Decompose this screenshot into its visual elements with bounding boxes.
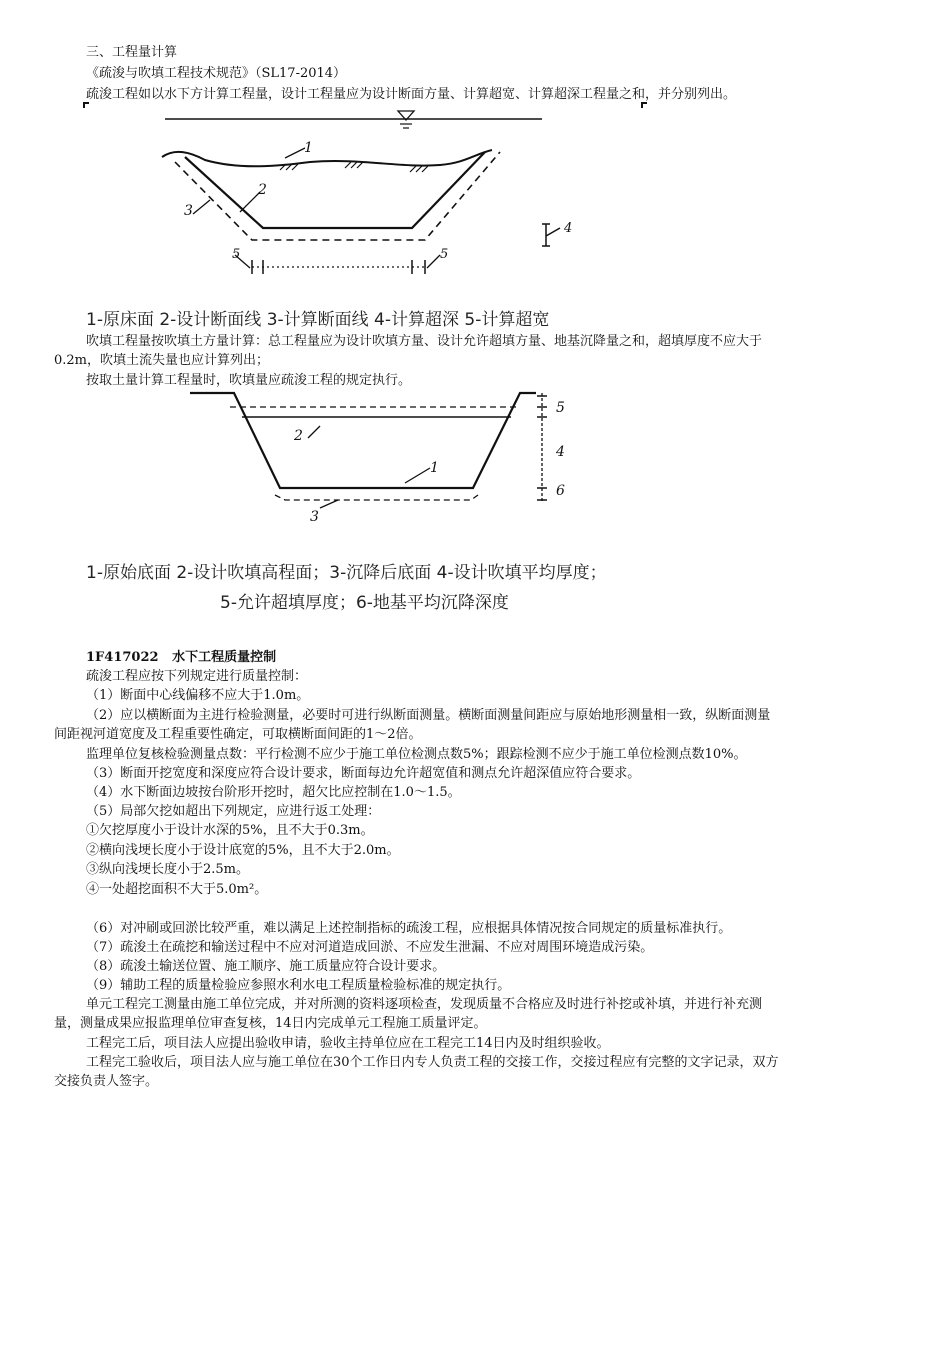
- qc-supervision: 监理单位复核检验测量点数：平行检测不应少于施工单位检测点数5%；跟踪检测不应少于施工单位检测点数10%。: [86, 747, 747, 762]
- fig2-label-2: 2: [294, 428, 303, 444]
- figure2-caption-line1: 1-原始底面 2-设计吹填高程面；3-沉降后底面 4-设计吹填平均厚度；: [86, 563, 607, 583]
- qc-handover-line2: 交接负责人签字。: [54, 1074, 159, 1089]
- qc-item-3: （3）断面开挖宽度和深度应符合设计要求，断面每边允许超宽值和测点允许超深值应符合要求。: [86, 766, 641, 781]
- qc-sub-1: ①欠挖厚度小于设计水深的5%，且不大于0.3m。: [86, 823, 374, 838]
- figure2-caption-line2: 5-允许超填厚度；6-地基平均沉降深度: [220, 593, 509, 613]
- dredging-intro: 疏浚工程如以水下方计算工程量，设计工程量应为设计断面方量、计算超宽、计算超深工程量之和，并分别列出。: [86, 87, 737, 102]
- section-title: 三、工程量计算: [86, 45, 178, 60]
- qc-item-8: （8）疏浚土输送位置、施工顺序、施工质量应符合设计要求。: [86, 959, 446, 974]
- qc-handover-line1: 工程完工验收后，项目法人应与施工单位在30个工作日内专人负责工程的交接工作，交接过程应有完整的文字记录，双方: [86, 1055, 779, 1070]
- qc-item-5: （5）局部欠挖如超出下列规定，应进行返工处理：: [86, 804, 381, 819]
- fig2-label-3: 3: [310, 509, 319, 525]
- qc-item-6: （6）对冲刷或回淤比较严重，难以满足上述控制指标的疏浚工程，应根据具体情况按合同规定的质量标准执行。: [86, 921, 732, 936]
- qc-item-2-line1: （2）应以横断面为主进行检验测量，必要时可进行纵断面测量。横断面测量间距应与原始地形测量相一致，纵断面测量: [86, 708, 771, 723]
- fig2-label-6: 6: [556, 483, 565, 499]
- qc-unit-line2: 量，测量成果应报监理单位审查复核，14日内完成单元工程施工质量评定。: [54, 1016, 487, 1031]
- spec-reference: 《疏浚与吹填工程技术规范》（SL17-2014）: [86, 66, 347, 81]
- fig2-label-5: 5: [556, 400, 565, 416]
- fig2-label-1: 1: [430, 460, 439, 476]
- fig1-label-4: 4: [564, 221, 573, 236]
- fill-para-line2: 0.2m，吹填土流失量也应计算列出；: [54, 353, 270, 368]
- qc-heading-title: 水下工程质量控制: [172, 650, 277, 665]
- qc-heading-code: 1F417022: [86, 650, 159, 665]
- reclamation-cross-section-figure: [190, 388, 590, 538]
- qc-sub-4: ④一处超挖面积不大于5.0m²。: [86, 882, 268, 897]
- qc-completion: 工程完工后，项目法人应提出验收申请，验收主持单位应在工程完工14日内及时组织验收。: [86, 1036, 610, 1051]
- fig1-label-3: 3: [184, 203, 193, 219]
- fig1-label-5-right: 5: [440, 247, 449, 262]
- qc-sub-2: ②横向浅埂长度小于设计底宽的5%，且不大于2.0m。: [86, 843, 400, 858]
- qc-intro: 疏浚工程应按下列规定进行质量控制：: [86, 669, 308, 684]
- fig2-label-4: 4: [556, 444, 565, 460]
- qc-unit-line1: 单元工程完工测量由施工单位完成，并对所测的资料逐项检查，发现质量不合格应及时进行补挖或补填，并进行补充测: [86, 997, 763, 1012]
- fig1-label-5-left: 5: [232, 247, 241, 262]
- dredging-cross-section-figure: [80, 100, 680, 300]
- figure1-caption: 1-原床面 2-设计断面线 3-计算断面线 4-计算超深 5-计算超宽: [86, 310, 550, 330]
- qc-heading: [86, 650, 276, 666]
- fig1-label-1: 1: [304, 140, 313, 156]
- qc-item-9: （9）辅助工程的质量检验应参照水利水电工程质量检验标准的规定执行。: [86, 978, 511, 993]
- qc-item-2-line2: 间距视河道宽度及工程重要性确定，可取横断面间距的1～2倍。: [54, 727, 422, 742]
- qc-item-4: （4）水下断面边坡按台阶形开挖时，超欠比应控制在1.0～1.5。: [86, 785, 461, 800]
- qc-item-1: （1）断面中心线偏移不应大于1.0m。: [86, 688, 310, 703]
- fig1-label-2: 2: [258, 182, 267, 198]
- qc-item-7: （7）疏浚土在疏挖和输送过程中不应对河道造成回淤、不应发生泄漏、不应对周围环境造成污染。: [86, 940, 654, 955]
- qc-sub-3: ③纵向浅埂长度小于2.5m。: [86, 862, 250, 877]
- fill-para-line1: 吹填工程量按吹填土方量计算：总工程量应为设计吹填方量、设计允许超填方量、地基沉降量之和，超填厚度不应大于: [86, 334, 763, 349]
- fill-para-borrow: 按取土量计算工程量时，吹填量应疏浚工程的规定执行。: [86, 373, 412, 388]
